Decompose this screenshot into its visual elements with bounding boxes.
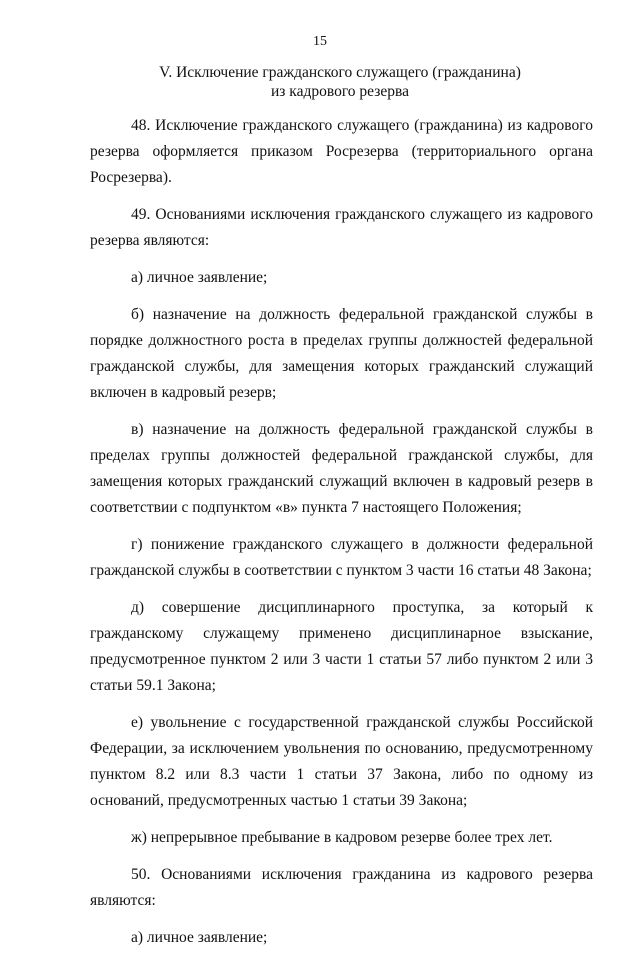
document-body [90,113,593,962]
list-item-g: г) понижение гражданского служащего в должности федеральной гражданской службы в соответствии с пунктом 3 части 16 статьи 48 Закона; [90,536,593,579]
list-item-b: б) назначение на должность федеральной гражданской службы в порядке должностного роста в пределах группы должностей федеральной гражданской службы, для замещения которых гражданский служащий включен в кадровый резерв; [90,306,593,401]
paragraph-50: 50. Основаниями исключения гражданина из кадрового резерва являются: [90,866,593,909]
page-number: 15 [313,34,327,49]
list-item-d: д) совершение дисциплинарного проступка, за который к гражданскому служащему применено дисциплинарное взыскание, предусмотренное пунктом 2 или 3 части 1 статьи 57 либо пунктом 2 или 3 статьи 59.1 Закона; [90,599,593,694]
list-item-v: в) назначение на должность федеральной гражданской службы в пределах группы должностей федеральной гражданской службы, для замещения которых гражданский служащий включен в кадровый резерв в соответствии с подпунктом «в» пункта 7 настоящего Положения; [90,421,593,516]
section-heading-line-2: из кадрового резерва [271,83,409,100]
section-heading-line-1: V. Исключение гражданского служащего (гражданина) [159,64,521,81]
paragraph-48: 48. Исключение гражданского служащего (гражданина) из кадрового резерва оформляется приказом Росрезерва (территориального органа Росрезерва). [90,117,593,186]
paragraph-49: 49. Основаниями исключения гражданского служащего из кадрового резерва являются: [90,206,593,249]
list-item-a-2: а) личное заявление; [131,929,268,946]
list-item-a: а) личное заявление; [131,269,268,286]
list-item-zh: ж) непрерывное пребывание в кадровом резерве более трех лет. [131,829,553,846]
list-item-e: е) увольнение с государственной гражданской службы Российской Федерации, за исключением увольнения по основанию, предусмотренному пунктом 8.2 или 8.3 части 1 статьи 37 Закона, либо по одному из оснований, предусмотренных частью 1 статьи 39 Закона; [90,714,593,809]
section-heading [90,63,590,101]
